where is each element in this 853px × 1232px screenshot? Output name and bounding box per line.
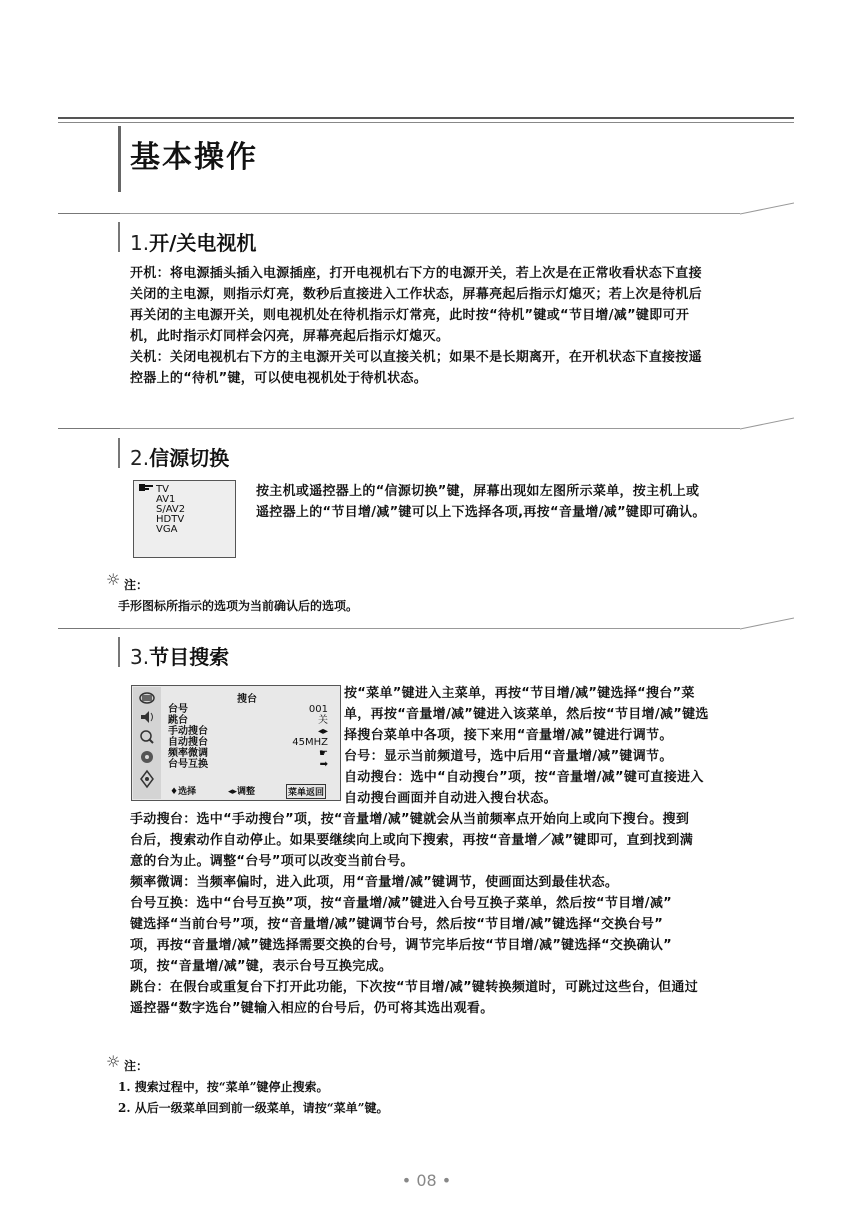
section-rule-slant xyxy=(740,617,794,630)
section-rule-slant xyxy=(740,417,794,430)
search-menu-illustration xyxy=(131,685,341,801)
source-menu-item: AV1 xyxy=(156,494,176,505)
section-title-source: 2.信源切换 xyxy=(130,446,230,470)
section-rule-left xyxy=(58,628,120,629)
osd-row: 台号 001 xyxy=(168,704,328,715)
section-bar xyxy=(118,438,120,468)
osd-row: 跳台 关 xyxy=(168,715,328,726)
page-number: • 08 • xyxy=(401,1171,452,1190)
osd-row: 自动搜台 45MHZ xyxy=(168,737,328,748)
section-rule xyxy=(120,628,740,629)
note-text: 手形图标所指示的选项为当前确认后的选项。 xyxy=(118,599,359,613)
source-menu-item: TV xyxy=(156,484,169,495)
hand-pointer-icon xyxy=(139,484,153,491)
section-title-search: 3.节目搜索 xyxy=(130,645,230,669)
section-search-side-text: 按“菜单”键进入主菜单，再按“节目增/减”键选择“搜台”菜 单，再按“音量增/减”键进入该菜单，然后按“节目增/减”键选 择搜台菜单中各项，接下来用“音量增/减”键进行调节。 台号：显示当前频道号，选中后用“音量增/减”键调节。 自动搜台：选中“自动搜台”项，按“音量增/减”键可直接进入 自动搜台画面并自动进入搜台状态。 xyxy=(344,686,709,806)
osd-row: 台号互换 ➡ xyxy=(168,759,328,770)
section-rule-left xyxy=(58,213,120,214)
note-label: 注： xyxy=(124,1059,149,1073)
section-source-text: 按主机或遥控器上的“信源切换”键，屏幕出现如左图所示菜单，按主机上或 遥控器上的“节目增/减”键可以上下选择各项,再按“音量增/减”键即可确认。 xyxy=(256,484,706,520)
osd-row: 频率微调 ☛ xyxy=(168,748,328,759)
osd-icon-column xyxy=(133,687,161,799)
source-menu-item: S/AV2 xyxy=(156,504,186,515)
section-bar xyxy=(118,222,120,252)
section-power-text: 开机：将电源插头插入电源插座，打开电视机右下方的电源开关，若上次是在正常收看状态下直接 关闭的主电源，则指示灯亮，数秒后直接进入工作状态，屏幕亮起后指示灯熄灭；若上次是待机后 再关闭的主电源开关，则电视机处在待机指示灯常亮，此时按“待机”键或“节目增/减”键即可开 机，此时指示灯同样会闪亮，屏幕亮起后指示灯熄灭。 关机：关闭电视机右下方的主电源开关可以直接关机；如果不是长期离开，在开机状态下直接按遥 控器上的“待机”键，可以使电视机处于待机状态。 xyxy=(130,266,702,386)
section-rule-left xyxy=(58,428,120,429)
osd-footer: ♦选择 ◂▸调整 菜单返回 xyxy=(162,783,339,797)
note-label: 注： xyxy=(124,578,149,592)
header-rule-thin xyxy=(58,122,794,123)
search-icon xyxy=(141,731,153,743)
note-text: 1. 搜索过程中，按“菜单”键停止搜索。 xyxy=(118,1080,329,1094)
osd-row: 手动搜台 ◂▸ xyxy=(168,726,328,737)
picture-icon xyxy=(140,693,154,703)
source-menu-item: HDTV xyxy=(156,514,185,525)
section-rule xyxy=(120,213,740,214)
tip-sun-icon: ☼ xyxy=(106,570,121,589)
tip-sun-icon: ☼ xyxy=(106,1052,121,1071)
note-text: 2. 从后一级菜单回到前一级菜单，请按“菜单”键。 xyxy=(118,1101,389,1115)
section-search-text: 手动搜台：选中“手动搜台”项，按“音量增/减”键就会从当前频率点开始向上或向下搜台。搜到 台后，搜索动作自动停止。如果要继续向上或向下搜索，再按“音量增／减”键即可，直到找到满 意的台为止。调整“台号”项可以改变当前台号。 频率微调：当频率偏时，进入此项，用“音量增/减”键调节，使画面达到最佳状态。 台号互换：选中“台号互换”项，按“音量增/减”键进入台号互换子菜单，然后按“节目增/减” 键选择“当前台号”项，按“音量增/减”键调节台号，然后按“节目增/减”键选择“交换台号” 项，再按“音量增/减”键选择需要交换的台号，调节完毕后按“节目增/减”键选择“交换确认” 项，按“音量增/减”键，表示台号互换完成。 跳台：在假台或重复台下打开此功能，下次按“节目增/减”键转换频道时，可跳过这些台，但通过 遥控器“数字选台”键输入相应的台号后，仍可将其选出观看。 xyxy=(130,812,699,1016)
sound-icon xyxy=(141,711,153,723)
function-icon xyxy=(141,771,153,787)
header-rule xyxy=(58,117,794,119)
osd-title: 搜台 xyxy=(237,694,257,705)
source-menu-item: VGA xyxy=(156,524,178,535)
gear-icon xyxy=(141,751,153,763)
section-rule-slant xyxy=(740,202,794,215)
section-bar xyxy=(118,637,120,667)
section-rule xyxy=(120,428,740,429)
source-menu-illustration xyxy=(133,480,236,558)
page-title: 基本操作 xyxy=(130,140,258,175)
title-bar xyxy=(118,126,121,192)
section-title-power: 1.开/关电视机 xyxy=(130,231,257,255)
